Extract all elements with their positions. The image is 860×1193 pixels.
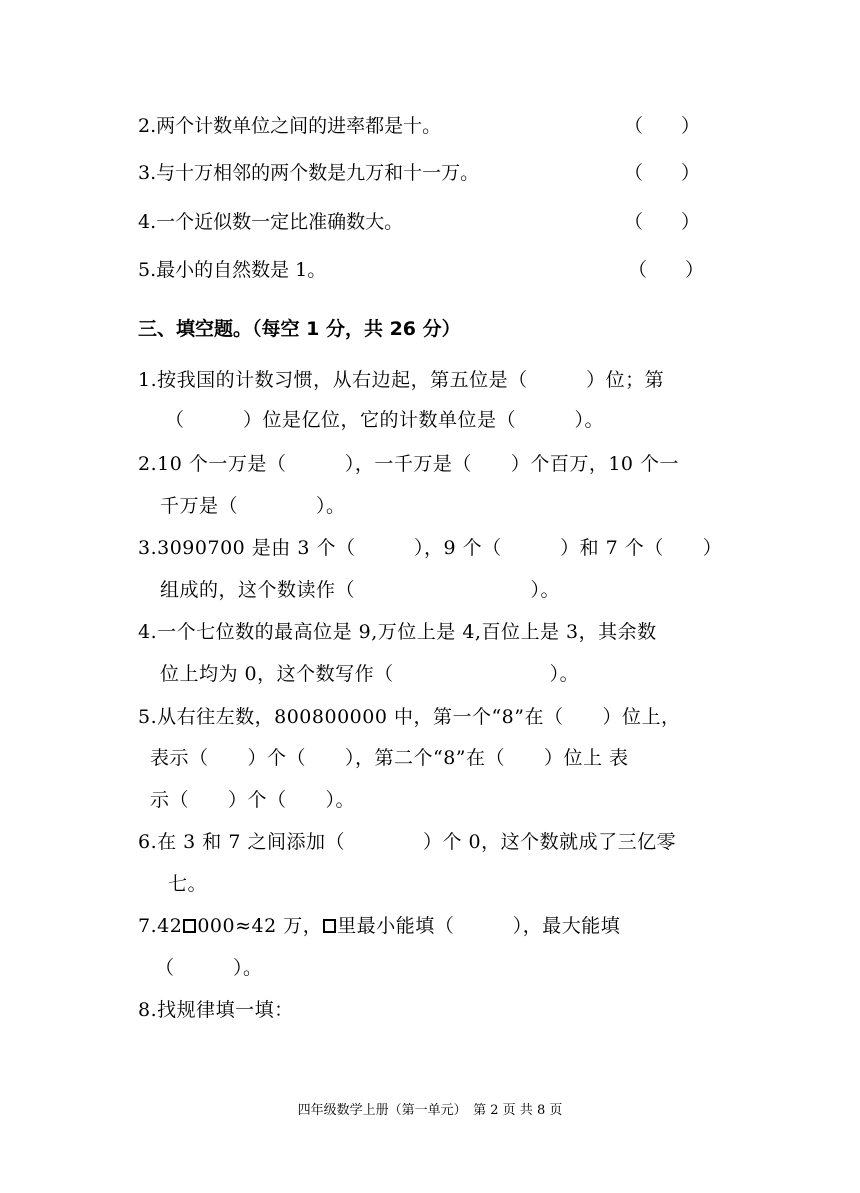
section-title: 三、填空题。（每空 1 分，共 26 分）	[138, 318, 461, 340]
judge-question-2: 2.两个计数单位之间的进率都是十。	[138, 115, 442, 137]
fill-question-3-line-1: 3.3090700 是由 3 个（ ），9 个（ ）和 7 个（ ）	[138, 537, 723, 559]
fill-question-6-line-1: 6.在 3 和 7 之间添加（ ）个 0，这个数就成了三亿零	[138, 831, 677, 853]
judge-question-5: 5.最小的自然数是 1。	[138, 259, 327, 281]
fill-question-7-line-1	[138, 914, 620, 938]
fill-question-5-line-1: 5.从右往左数，800800000 中，第一个“8”在（ ）位上，	[138, 706, 681, 728]
fill-question-6-line-2: 七。	[168, 873, 208, 895]
answer-parentheses: （ ）	[624, 115, 701, 137]
fill-question-4-line-1: 4.一个七位数的最高位是 9,万位上是 4,百位上是 3，其余数	[138, 621, 657, 643]
answer-parentheses: （ ）	[624, 211, 701, 233]
fill-question-3-line-2: 组成的，这个数读作（ ）。	[160, 579, 561, 601]
fill-question-7-part-3: 里最小能填（ ），最大能填	[337, 915, 621, 937]
answer-parentheses: （ ）	[628, 259, 705, 281]
fill-question-8: 8.找规律填一填：	[138, 999, 294, 1021]
fill-question-7-part-2: 000≈42 万，	[197, 915, 323, 937]
fill-question-7-part-1: 7.42	[138, 915, 183, 937]
fill-question-2-line-2: 千万是（ ）。	[160, 495, 346, 517]
fill-question-4-line-2: 位上均为 0，这个数写作（ ）。	[160, 663, 580, 685]
fill-question-5-line-3: 示（ ）个（ ）。	[150, 789, 356, 811]
fill-question-1-line-2: （ ）位是亿位，它的计数单位是（ ）。	[165, 409, 605, 431]
fill-question-7-line-2: （ ）。	[155, 957, 263, 979]
page-footer: 四年级数学上册（第一单元） 第 2 页 共 8 页	[297, 1103, 563, 1118]
answer-parentheses: （ ）	[624, 162, 701, 184]
judge-question-3: 3.与十万相邻的两个数是九万和十一万。	[138, 162, 480, 184]
judge-question-4: 4.一个近似数一定比准确数大。	[138, 211, 404, 233]
empty-square-icon	[183, 919, 196, 933]
fill-question-2-line-1: 2.10 个一万是（ ），一千万是（ ）个百万，10 个一	[138, 453, 680, 475]
fill-question-5-line-2: 表示（ ）个（ ），第二个“8”在（ ）位上 表	[150, 747, 629, 769]
fill-question-1-line-1: 1.按我国的计数习惯，从右边起，第五位是（ ）位；第	[138, 369, 665, 391]
empty-square-icon	[323, 919, 336, 933]
